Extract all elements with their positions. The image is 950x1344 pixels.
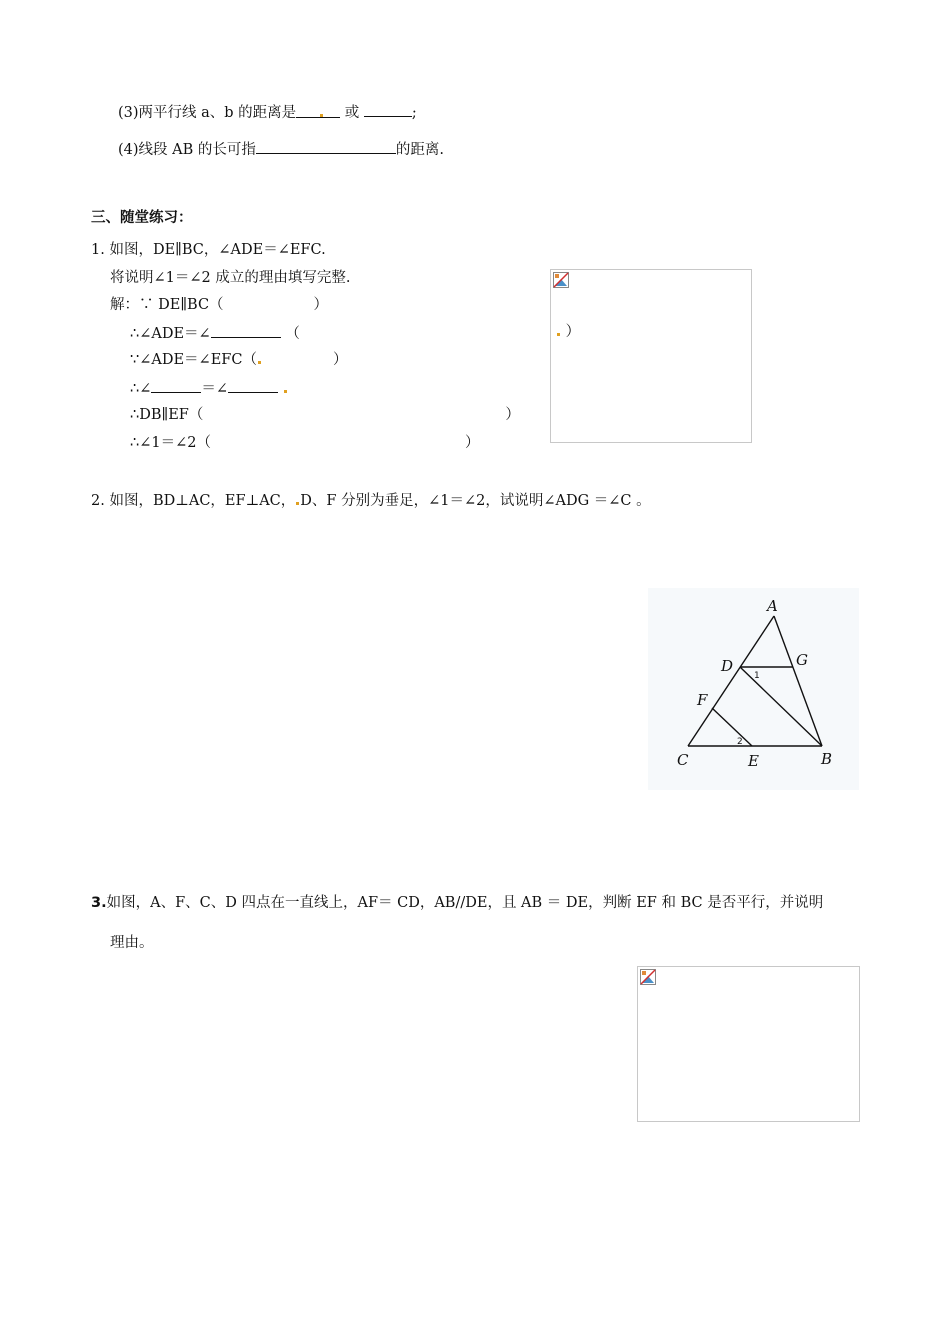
q1-line-3 xyxy=(130,350,347,370)
q1-line-3-close: ） xyxy=(332,352,348,368)
label-d: D xyxy=(721,657,734,675)
q1-line-4-blank-2[interactable] xyxy=(228,378,278,393)
angle-2-label: 2 xyxy=(737,737,743,747)
item-3-prefix: (3)两平行线 a、b 的距离是 xyxy=(118,105,297,121)
label-f: F xyxy=(697,691,708,709)
segment-db xyxy=(740,667,822,746)
q1-line-4-blank-1[interactable] xyxy=(151,378,201,393)
q1-line-4-text: ∴∠ xyxy=(130,381,152,397)
label-a: A xyxy=(767,597,778,615)
q1-line-3-blank[interactable] xyxy=(257,350,333,370)
segment-ab xyxy=(774,616,822,746)
segment-fe xyxy=(712,708,752,746)
item-3-suffix: ; xyxy=(411,105,417,121)
section-title: 三、随堂练习： xyxy=(91,210,193,226)
q1-line-6-close: ） xyxy=(464,435,480,451)
q1-instruction: 将说明∠1＝∠2 成立的理由填写完整. xyxy=(110,270,351,286)
q1-line-2 xyxy=(130,323,300,344)
q1-placeholder-text xyxy=(556,322,580,342)
item-3-or: 或 xyxy=(344,105,360,121)
q3-stem xyxy=(91,893,823,913)
item-3 xyxy=(118,102,417,123)
q1-line-5-close: ） xyxy=(505,407,520,423)
q3-stem-line-2: 理由。 xyxy=(110,935,154,951)
q1-figure-placeholder xyxy=(550,269,752,443)
q3-figure-placeholder xyxy=(637,966,860,1122)
triangle-diagram xyxy=(648,588,859,790)
q2-stem xyxy=(91,491,651,511)
q3-number: 3. xyxy=(91,895,107,911)
q1-line-2-blank[interactable] xyxy=(211,323,281,338)
q1-line-2-text: ∴∠ADE＝∠ xyxy=(130,326,211,342)
q1-line-2-close: （ xyxy=(285,326,300,342)
q1-line-4 xyxy=(130,378,288,399)
q1-line-1-text: 解：∵ DE∥BC（ xyxy=(110,297,224,313)
label-g: G xyxy=(796,651,808,669)
item-3-blank-1[interactable] xyxy=(296,103,340,118)
q1-line-4-mid: ＝∠ xyxy=(201,381,229,397)
q2-stem-a: 2. 如图，BD⊥AC，EF⊥AC， xyxy=(91,493,296,509)
q1-placeholder-close: ） xyxy=(565,324,581,340)
q1-line-6-text: ∴∠1＝∠2（ xyxy=(130,435,211,451)
item-4-prefix: (4)线段 AB 的长可指 xyxy=(118,142,256,158)
broken-image-icon xyxy=(640,969,656,985)
q1-line-6 xyxy=(130,433,479,453)
q1-line-1-close: ） xyxy=(313,297,329,313)
label-b: B xyxy=(821,750,833,768)
q3-stem-text: 如图，A、F、C、D 四点在一直线上，AF＝ CD，AB//DE，且 AB ＝ DE，判断 EF 和 BC 是否平行，并说明 xyxy=(106,895,824,911)
q2-triangle-figure xyxy=(648,588,859,790)
label-c: C xyxy=(677,751,689,769)
q2-stem-b: D、F 分别为垂足，∠1＝∠2，试说明∠ADG ＝∠C 。 xyxy=(300,493,651,509)
item-4 xyxy=(118,139,444,160)
item-4-suffix: 的距离. xyxy=(395,142,444,158)
item-3-blank-2[interactable] xyxy=(364,102,412,117)
item-4-blank[interactable] xyxy=(256,139,396,154)
label-e: E xyxy=(748,752,759,770)
q1-line-3-text: ∵∠ADE＝∠EFC（ xyxy=(130,352,257,368)
angle-1-label: 1 xyxy=(754,671,760,681)
q1-line-5-text: ∴DB∥EF（ xyxy=(130,407,204,423)
broken-image-icon xyxy=(553,272,569,288)
q1-stem: 1. 如图，DE∥BC，∠ADE＝∠EFC. xyxy=(91,242,326,258)
q1-line-5 xyxy=(130,405,520,425)
q1-line-1 xyxy=(110,295,328,315)
